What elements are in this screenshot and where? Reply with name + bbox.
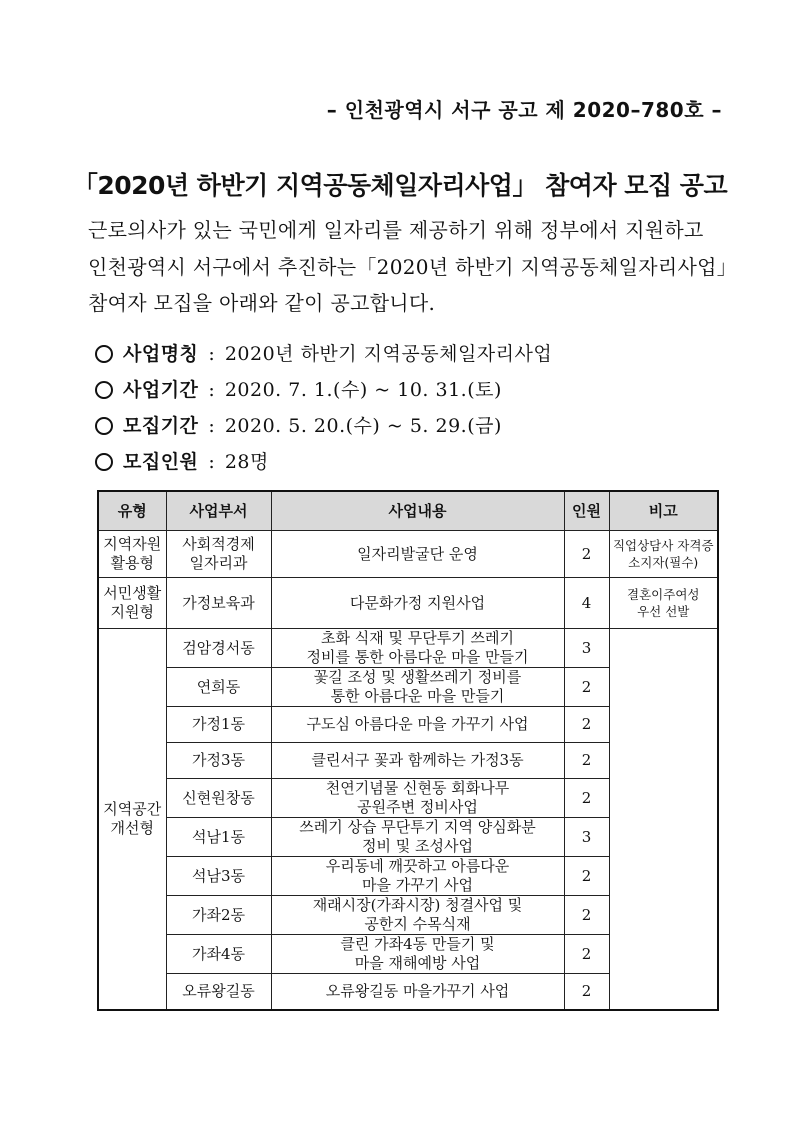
content-cell: 클린서구 꽃과 함께하는 가정3동 [271, 743, 564, 779]
note-cell: 직업상담사 자격증 소지자(필수) [609, 531, 718, 578]
document-title: 「2020년 하반기 지역공동체일자리사업」 참여자 모집 공고 [72, 171, 728, 200]
count-cell: 2 [564, 779, 609, 818]
info-label: 사업기간 [123, 379, 199, 401]
count-cell: 3 [564, 818, 609, 857]
content-cell: 클린 가좌4동 만들기 및 마을 재해예방 사업 [271, 935, 564, 974]
info-item-project-period [95, 372, 552, 408]
department-cell: 가좌4동 [166, 935, 271, 974]
header-content: 사업내용 [271, 491, 564, 531]
count-cell: 2 [564, 531, 609, 578]
colon: : [208, 379, 215, 401]
count-cell: 3 [564, 629, 609, 668]
department-cell: 석남1동 [166, 818, 271, 857]
type-cell: 서민생활 지원형 [98, 578, 166, 629]
content-cell: 재래시장(가좌시장) 청결사업 및 공한지 수목식재 [271, 896, 564, 935]
count-cell: 4 [564, 578, 609, 629]
colon: : [208, 343, 215, 365]
info-item-recruit-count [95, 444, 552, 480]
info-label: 모집기간 [123, 415, 199, 437]
intro-line: 인천광역시 서구에서 추진하는「2020년 하반기 지역공동체일자리사업」 [88, 254, 738, 279]
info-item-recruit-period [95, 408, 552, 444]
header-type: 유형 [98, 491, 166, 531]
info-value: 2020. 5. 20.(수) ~ 5. 29.(금) [224, 415, 502, 437]
content-cell: 우리동네 깨끗하고 아름다운 마을 가꾸기 사업 [271, 857, 564, 896]
count-cell: 2 [564, 668, 609, 707]
count-cell: 2 [564, 974, 609, 1010]
intro-paragraph [88, 212, 738, 322]
info-label: 모집인원 [123, 451, 199, 473]
table-header-row [98, 491, 718, 531]
department-cell: 사회적경제 일자리과 [166, 531, 271, 578]
circle-bullet-icon [95, 453, 113, 471]
circle-bullet-icon [95, 381, 113, 399]
info-value: 28명 [224, 451, 269, 473]
info-label: 사업명칭 [123, 343, 199, 365]
content-cell: 쓰레기 상습 무단투기 지역 양심화분 정비 및 조성사업 [271, 818, 564, 857]
info-value: 2020. 7. 1.(수) ~ 10. 31.(토) [224, 379, 502, 401]
colon: : [208, 451, 215, 473]
department-cell: 연희동 [166, 668, 271, 707]
notice-number: – 인천광역시 서구 공고 제 2020–780호 – [326, 98, 722, 122]
content-cell: 다문화가정 지원사업 [271, 578, 564, 629]
content-cell: 일자리발굴단 운영 [271, 531, 564, 578]
info-list [95, 336, 552, 480]
type-cell: 지역공간 개선형 [98, 629, 166, 1010]
circle-bullet-icon [95, 345, 113, 363]
content-cell: 천연기념물 신현동 회화나무 공원주변 정비사업 [271, 779, 564, 818]
content-cell: 구도심 아름다운 마을 가꾸기 사업 [271, 707, 564, 743]
circle-bullet-icon [95, 417, 113, 435]
count-cell: 2 [564, 935, 609, 974]
department-cell: 검암경서동 [166, 629, 271, 668]
department-cell: 가정3동 [166, 743, 271, 779]
department-cell: 가좌2동 [166, 896, 271, 935]
department-cell: 가정1동 [166, 707, 271, 743]
table-row [98, 531, 718, 578]
header-note: 비고 [609, 491, 718, 531]
department-cell: 가정보육과 [166, 578, 271, 629]
table-row [98, 629, 718, 668]
department-cell: 오류왕길동 [166, 974, 271, 1010]
table-row [98, 578, 718, 629]
info-item-project-name [95, 336, 552, 372]
count-cell: 2 [564, 857, 609, 896]
intro-line: 참여자 모집을 아래와 같이 공고합니다. [88, 291, 436, 315]
department-cell: 신현원창동 [166, 779, 271, 818]
info-value: 2020년 하반기 지역공동체일자리사업 [224, 343, 553, 365]
header-department: 사업부서 [166, 491, 271, 531]
department-cell: 석남3동 [166, 857, 271, 896]
intro-line: 근로의사가 있는 국민에게 일자리를 제공하기 위해 정부에서 지원하고 [88, 218, 704, 242]
type-cell: 지역자원 활용형 [98, 531, 166, 578]
recruitment-table [97, 490, 719, 1011]
count-cell: 2 [564, 743, 609, 779]
content-cell: 오류왕길동 마을가꾸기 사업 [271, 974, 564, 1010]
content-cell: 꽃길 조성 및 생활쓰레기 정비를 통한 아름다운 마을 만들기 [271, 668, 564, 707]
content-cell: 초화 식재 및 무단투기 쓰레기 정비를 통한 아름다운 마을 만들기 [271, 629, 564, 668]
count-cell: 2 [564, 707, 609, 743]
colon: : [208, 415, 215, 437]
note-cell: 결혼이주여성 우선 선발 [609, 578, 718, 629]
note-cell [609, 629, 718, 1010]
header-count: 인원 [564, 491, 609, 531]
count-cell: 2 [564, 896, 609, 935]
